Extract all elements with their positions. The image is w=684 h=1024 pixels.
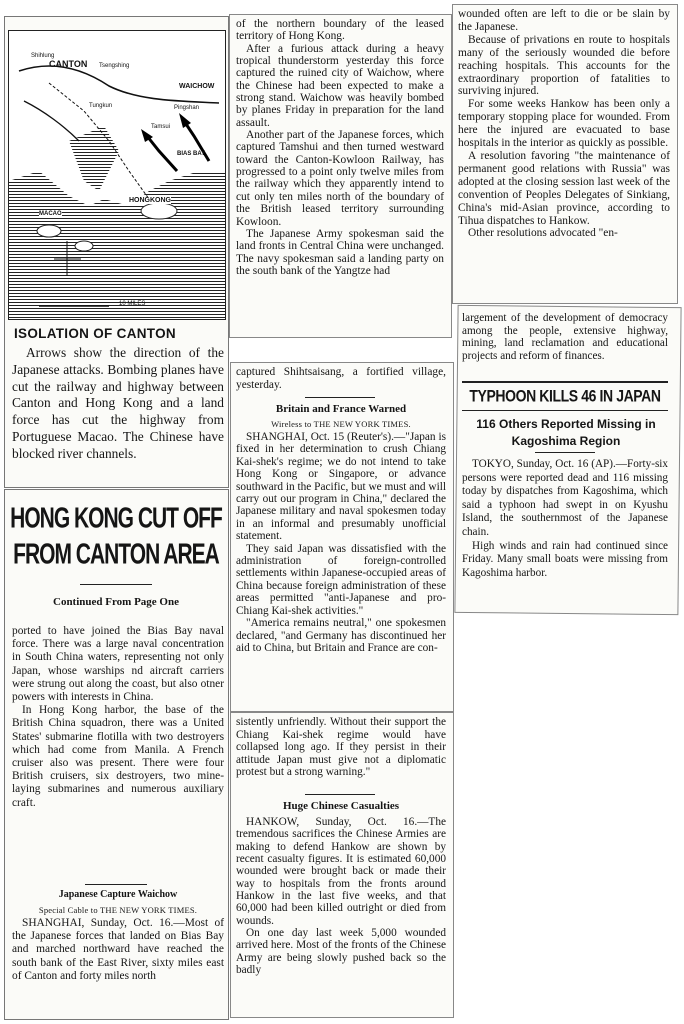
typhoon-story-lead (462, 312, 668, 362)
paragraph: They said Japan was dissatisfied with the administration of foreign-controlled settlements within Japanese-occupied areas of China because foreign administration of these areas permitted "anti-Japanese and pro-Chiang Kai-shek activities." (236, 542, 446, 617)
canton-map-drawing (9, 31, 225, 319)
paragraph: ported to have joined the Bias Bay naval force. There was a large naval concentration in South China waters, representing not only Japan, whose warships nd aircraft carriers were strung out along the coast, but also otner powers with interests in China. (12, 625, 224, 704)
map-label-canton: CANTON (49, 59, 88, 69)
typhoon-story-body (462, 458, 668, 580)
paragraph: wounded often are left to die or be slain by the Japanese. (458, 8, 670, 33)
island (141, 203, 177, 219)
attack-arrow (147, 136, 177, 171)
paragraph: captured Shihtsaisang, a fortified village, yesterday. (236, 366, 446, 391)
paragraph: A resolution favoring "the maintenance of permanent good relations with Russia" was adopted at the closing session last week of the convention of Peoples Delegates of Sinkiang, China's mid-Asian province, according to Tihua dispatches to Hankow. (458, 149, 670, 227)
paragraph: Other resolutions advocated "en- (468, 227, 618, 240)
pearl-river (24, 101, 79, 141)
waichow-credit: Special Cable to THE NEW YORK TIMES. (38, 905, 198, 915)
casualties-story-lead (236, 716, 446, 779)
waichow-paragraph (12, 917, 224, 983)
typhoon-headline: TYPHOON KILLS 46 IN JAPAN (469, 386, 661, 406)
casualties-story-body (236, 816, 446, 976)
pearl-river-estuary (69, 126, 119, 191)
main-story-body (12, 625, 224, 810)
casualties-subhead: Huge Chinese Casualties (282, 800, 400, 812)
map-label-waichow: WAICHOW (179, 83, 215, 90)
column-2-top-body (236, 18, 444, 277)
paragraph: High winds and rain had continued since Friday. Many small boats were missing from Kagoshima harbor. (462, 539, 668, 579)
typhoon-rule (462, 381, 668, 383)
subhead-rule (305, 794, 375, 795)
paragraph: In Hong Kong harbor, the base of the British China squadron, there was a United States' submarine flotilla with two destroyers which had come from Manila. A French cruiser also was present. There were four British cruisers, six destroyers, two mine-laying submarines and numerous auxiliary craft. (12, 704, 224, 809)
map-label-tamsui: Tamsui (151, 124, 171, 130)
paragraph: For some weeks Hankow has been only a temporary stopping place for wounded. From here the injured are evacuated to base hospitals in the interior as quickly as possible. (458, 98, 670, 150)
paragraph: sistently unfriendly. Without their support the Chiang Kai-shek regime would have collapsed long ago. If they persist in their attitude Japan must give not a diplomatic protest but a strong warning." (236, 716, 446, 779)
map-label-hongkong: HONGKONG (129, 197, 171, 204)
map-caption-text: Arrows show the direction of the Japanese attacks. Bombing planes have cut the railway and highway between Canton and Hong Kong and a land force has cut the highway from Portuguese Macao. The Chinese have blocked river channels. (12, 345, 224, 461)
paragraph: HANKOW, Sunday, Oct. 16.—The tremendous sacrifices the Chinese Armies are making to defend Hankow are shown by recent casualty figures. It is estimated 60,000 wounded were brought back or made their way to hospitals from the fronts around Hankow in the last five weeks, and that 60,000 had been killed outright or died from wounds. (236, 816, 446, 927)
sea-area (9, 171, 225, 319)
column-3-top-body (458, 8, 670, 240)
britain-story-lead (236, 366, 446, 392)
britain-subhead: Britain and France Warned (275, 403, 407, 415)
paragraph: After a furious attack during a heavy tropical thunderstorm yesterday this force captured the ruined city of Waichow, where the Chinese had been expected to make a strong stand. Waichow was heavily bombed by planes Friday in preparation for the land assault. (236, 42, 444, 129)
main-headline-1: HONG KONG CUT OFF (10, 503, 222, 535)
paragraph: On one day last week 5,000 wounded arrived here. Most of the fronts of the Chinese Army are being slowly pushed back so the badly (236, 927, 446, 977)
headline-rule (80, 584, 152, 585)
subhead-rule (535, 452, 595, 453)
map-label-tungkun: Tungkun (89, 103, 113, 109)
paragraph: largement of the development of democracy among the people, extensive highway, mining, land reclamation and educational projects and reform of finances. (462, 312, 668, 362)
continued-line: Continued From Page One (53, 596, 179, 608)
map-label-shiling: Shihlung (31, 53, 55, 59)
arrow-head (179, 113, 191, 128)
typhoon-rule (462, 410, 668, 411)
paragraph: SHANGHAI, Sunday, Oct. 16.—Most of the Japanese forces that landed on Bias Bay and marched northward have reached the south bank of the East River, sixty miles east of Canton and forty miles north (12, 917, 224, 982)
paragraph: Another part of the Japanese forces, which captured Tamshui and then turned westward toward the Canton-Kowloon Railway, has progressed to a point only twelve miles from the railway which they apparently intend to cut only ten miles north of the boundary of the British leased territory surrounding Kowloon. (236, 129, 444, 228)
map-label-macao: MACAO (39, 211, 62, 217)
canton-map (8, 30, 226, 320)
waichow-subhead: Japanese Capture Waichow (58, 889, 178, 900)
map-label-bias-bay: BIAS BAY (177, 151, 206, 157)
subhead-rule (85, 884, 147, 885)
map-caption-title: ISOLATION OF CANTON (14, 326, 176, 341)
paragraph: of the northern boundary of the leased territory of Hong Kong. (236, 18, 444, 43)
paragraph: The Japanese Army spokesman said the land fronts in Central China were unchanged. The navy spokesman said a landing party on the south bank of the Yangtze had (236, 227, 444, 277)
map-label-pingshan: Pingshan (174, 105, 200, 111)
paragraph: SHANGHAI, Oct. 15 (Reuter's).—"Japan is fixed in her determination to crush Chiang Kai-shek's regime; we do not intend to take Hong Kong or Singapore, or advance southward in the Pacific, but we must and will carry out our program in China," declared the Japanese military and naval spokesmen today in an informal and presumably unofficial statement. (236, 431, 446, 543)
paragraph: TOKYO, Sunday, Oct. 16 (AP).—Forty-six persons were reported dead and 116 missing today by dispatches from Kagoshima, which said a typhoon had swept in on Kyushu Island, the southernmost of the Japanese chain. (462, 458, 668, 538)
typhoon-subheadline: 116 Others Reported Missing in Kagoshima Region (476, 417, 656, 448)
britain-story-body (236, 431, 446, 654)
paragraph: Because of privations en route to hospitals many of the seriously wounded die before reaching hospitals. This accounts for the extraordinary proportion of fatalities to surviving injured. (458, 33, 670, 98)
paragraph: "America remains neutral," one spokesmen declared, "and Germany has discontinued her aid to China, but Britain and France are con- (236, 617, 446, 654)
britain-credit: Wireless to THE NEW YORK TIMES. (271, 419, 411, 429)
main-headline-2: FROM CANTON AREA (13, 539, 219, 571)
island (75, 241, 93, 251)
subhead-rule (305, 397, 375, 398)
island (37, 225, 61, 237)
map-label-scale: 10 MILES (119, 301, 146, 307)
map-label-tsengshing: Tsengshing (99, 63, 130, 69)
